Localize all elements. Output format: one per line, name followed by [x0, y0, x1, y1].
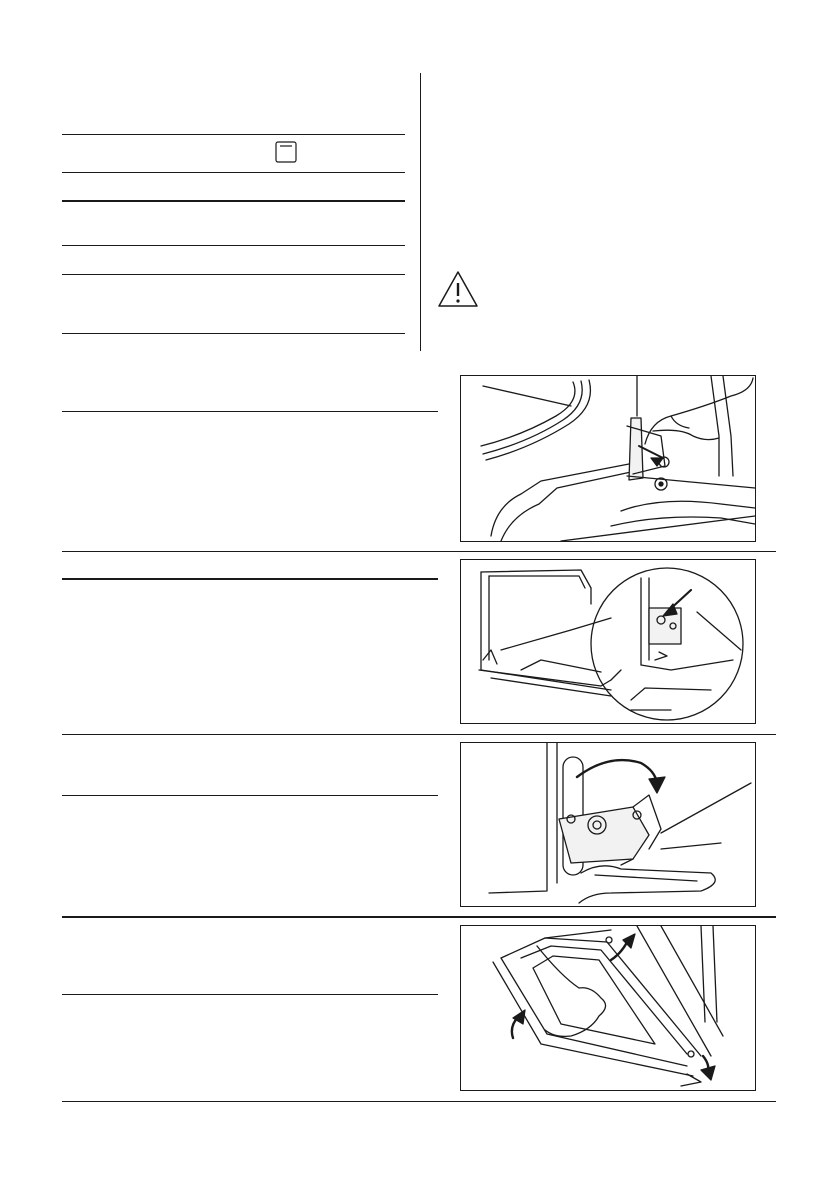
table-row-rule [62, 274, 405, 275]
step-rule [62, 411, 438, 412]
table-row-rule [62, 172, 405, 173]
figure-2-hinge-lever-detail [460, 559, 756, 724]
section-rule [62, 916, 776, 918]
step-rule [62, 578, 438, 580]
column-divider [420, 73, 421, 351]
section-rule [62, 734, 776, 735]
section-rule [62, 551, 776, 552]
table-bottom-rule [62, 333, 405, 334]
table-row-rule [62, 245, 405, 246]
figure-1-screwdriver-hinge [460, 375, 756, 542]
step-rule [62, 994, 438, 995]
table-top-rule [62, 134, 405, 135]
warning-triangle-icon [437, 270, 479, 313]
table-section-rule [62, 200, 405, 202]
figure-3-hinge-rotate [460, 742, 756, 907]
figure-4-lift-door [460, 925, 756, 1091]
oven-top-heat-icon [275, 141, 297, 168]
step-rule [62, 795, 438, 796]
section-rule [62, 1101, 776, 1102]
